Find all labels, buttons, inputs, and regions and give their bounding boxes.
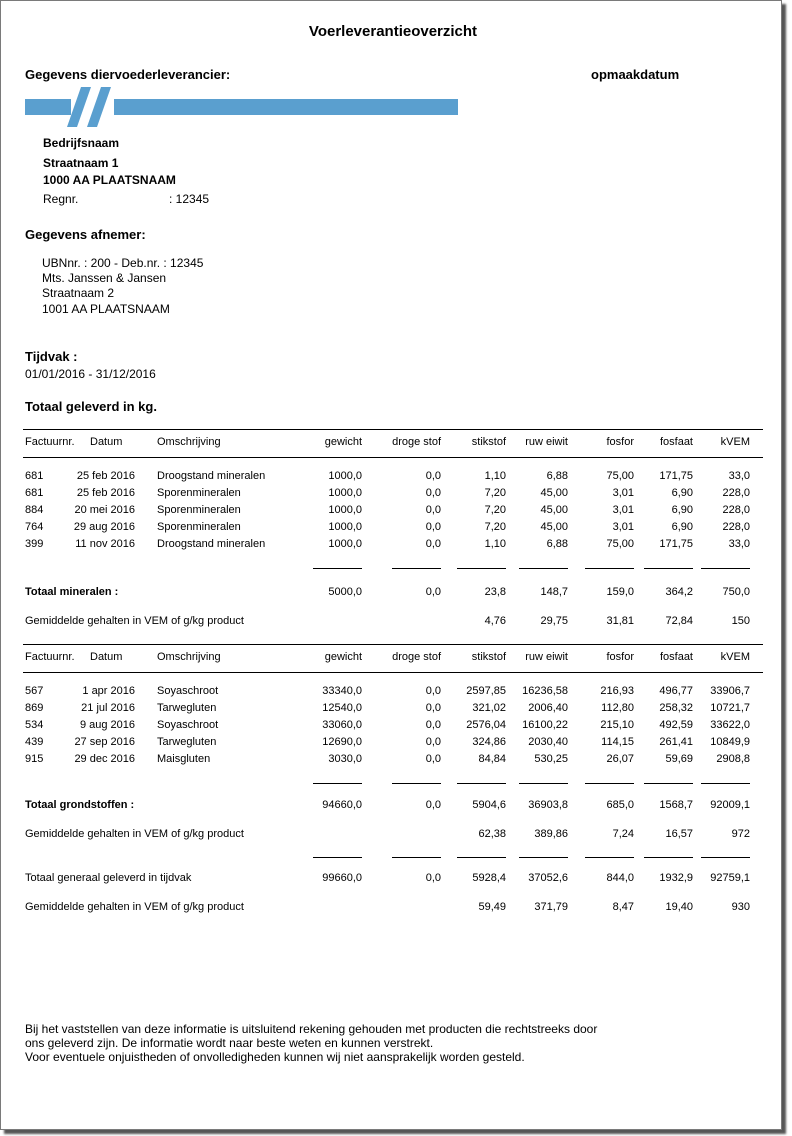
logo-bar-right: [114, 99, 458, 115]
table-row: [1, 736, 785, 752]
cell-omschrijving: Maisgluten: [157, 753, 211, 765]
cell-datum: 25 feb 2016: [76, 470, 135, 482]
col-datum: Datum: [90, 436, 123, 448]
col-fosfor: fosfor: [606, 651, 634, 663]
cell-droge-stof: 0,0: [425, 487, 441, 499]
disclaimer-line-2: ons geleverd zijn. De informatie wordt naar beste weten en kunnen verstrekt.: [25, 1036, 434, 1050]
cell-kvem: 228,0: [722, 521, 750, 533]
cell-ruw-eiwit: 2006,40: [528, 702, 568, 714]
subtotal-row: [1, 586, 785, 602]
grand-average-label: Gemiddelde gehalten in VEM of g/kg product: [25, 901, 244, 913]
logo-slash-icon: [67, 87, 119, 127]
cell-fosfor: 114,15: [601, 736, 634, 748]
table-row: [1, 719, 785, 735]
cell-fosfor: 75,00: [606, 470, 634, 482]
cell-omschrijving: Droogstand mineralen: [157, 538, 266, 550]
cell-droge-stof: 0,0: [425, 586, 441, 598]
col-omschrijving: Omschrijving: [157, 436, 221, 448]
grand-average-row: [1, 901, 785, 917]
cell-kvem: 228,0: [722, 487, 750, 499]
col-kvem: kVEM: [720, 651, 750, 663]
cell-fosfor: 216,93: [600, 685, 634, 697]
cell-kvem: 972: [731, 828, 750, 840]
table-header: [1, 651, 785, 667]
cell-droge-stof: 0,0: [425, 504, 441, 516]
col-gewicht: gewicht: [324, 436, 362, 448]
cell-gewicht: 33060,0: [322, 719, 362, 731]
cell-factuurnr: 567: [25, 685, 44, 697]
cell-fosfaat: 6,90: [671, 521, 693, 533]
cell-factuurnr: 681: [25, 487, 44, 499]
cell-fosfor: 8,47: [612, 901, 634, 913]
cell-omschrijving: Tarwegluten: [157, 736, 217, 748]
cell-kvem: 150: [731, 615, 750, 627]
customer-name: Mts. Janssen & Jansen: [42, 271, 167, 285]
table-header: [1, 436, 785, 452]
cell-droge-stof: 0,0: [425, 872, 441, 884]
cell-datum: 27 sep 2016: [74, 736, 135, 748]
cell-factuurnr: 915: [25, 753, 44, 765]
cell-fosfor: 75,00: [606, 538, 634, 550]
cell-stikstof: 324,86: [472, 736, 506, 748]
cell-fosfaat: 16,57: [665, 828, 693, 840]
cell-fosfor: 3,01: [612, 487, 634, 499]
cell-fosfor: 7,24: [612, 828, 634, 840]
cell-ruw-eiwit: 389,86: [534, 828, 568, 840]
cell-ruw-eiwit: 6,88: [546, 538, 568, 550]
col-fosfaat: fosfaat: [659, 651, 693, 663]
subtotal-label: Totaal grondstoffen :: [25, 799, 135, 811]
cell-kvem: 228,0: [722, 504, 750, 516]
cell-factuurnr: 439: [25, 736, 44, 748]
cell-fosfaat: 171,75: [659, 470, 693, 482]
cell-fosfaat: 1568,7: [659, 799, 693, 811]
col-droge-stof: droge stof: [392, 436, 441, 448]
customer-street: Straatnaam 2: [42, 286, 115, 300]
cell-fosfaat: 6,90: [671, 487, 693, 499]
customer-heading: Gegevens afnemer:: [25, 227, 146, 242]
cell-stikstof: 4,76: [484, 615, 506, 627]
cell-droge-stof: 0,0: [425, 702, 441, 714]
cell-fosfor: 112,80: [601, 702, 634, 714]
cell-fosfaat: 492,59: [659, 719, 693, 731]
cell-kvem: 33,0: [728, 470, 750, 482]
cell-droge-stof: 0,0: [425, 736, 441, 748]
cell-kvem: 92009,1: [710, 799, 750, 811]
cell-ruw-eiwit: 45,00: [540, 504, 568, 516]
cell-stikstof: 23,8: [484, 586, 506, 598]
cell-droge-stof: 0,0: [425, 753, 441, 765]
cell-factuurnr: 884: [25, 504, 44, 516]
supplier-heading: Gegevens diervoederleverancier:: [25, 67, 231, 82]
col-omschrijving: Omschrijving: [157, 651, 221, 663]
cell-datum: 25 feb 2016: [76, 487, 135, 499]
col-droge-stof: droge stof: [392, 651, 441, 663]
cell-kvem: 930: [731, 901, 750, 913]
grand-total-row: [1, 872, 785, 888]
cell-gewicht: 94660,0: [322, 799, 362, 811]
cell-omschrijving: Sporenmineralen: [157, 521, 241, 533]
customer-ids: UBNnr. : 200 - Deb.nr. : 12345: [42, 256, 204, 270]
average-label: Gemiddelde gehalten in VEM of g/kg product: [25, 615, 244, 627]
cell-ruw-eiwit: 37052,6: [528, 872, 568, 884]
col-datum: Datum: [90, 651, 123, 663]
cell-stikstof: 7,20: [484, 504, 506, 516]
cell-stikstof: 7,20: [484, 521, 506, 533]
report-title: Voerleverantieoverzicht: [308, 23, 478, 40]
cell-omschrijving: Sporenmineralen: [157, 487, 241, 499]
logo-bar-left: [25, 99, 71, 115]
grand-total-label: Totaal generaal geleverd in tijdvak: [25, 872, 192, 884]
cell-droge-stof: 0,0: [425, 685, 441, 697]
cell-gewicht: 5000,0: [328, 586, 362, 598]
cell-ruw-eiwit: 6,88: [546, 470, 568, 482]
cell-gewicht: 3030,0: [328, 753, 362, 765]
col-ruw-eiwit: ruw eiwit: [525, 436, 568, 448]
cell-fosfor: 26,07: [606, 753, 634, 765]
average-row: [1, 828, 785, 844]
cell-gewicht: 1000,0: [328, 504, 362, 516]
cell-factuurnr: 764: [25, 521, 44, 533]
table-row: [1, 702, 785, 718]
table-row: [1, 487, 785, 503]
cell-fosfor: 844,0: [606, 872, 634, 884]
supplier-city: 1000 AA PLAATSNAAM: [43, 173, 176, 187]
cell-droge-stof: 0,0: [425, 799, 441, 811]
cell-gewicht: 1000,0: [328, 521, 362, 533]
cell-omschrijving: Soyaschroot: [157, 719, 219, 731]
cell-kvem: 2908,8: [716, 753, 750, 765]
disclaimer-line-3: Voor eventuele onjuistheden of onvolledigheden kunnen wij niet aansprakelijk worden gesteld.: [25, 1050, 525, 1064]
cell-factuurnr: 681: [25, 470, 44, 482]
cell-kvem: 750,0: [722, 586, 750, 598]
supplier-company: Bedrijfsnaam: [43, 136, 120, 150]
cell-fosfaat: 6,90: [671, 504, 693, 516]
cell-fosfaat: 72,84: [665, 615, 693, 627]
cell-ruw-eiwit: 16100,22: [522, 719, 568, 731]
table-row: [1, 685, 785, 701]
cell-datum: 1 apr 2016: [82, 685, 135, 697]
cell-stikstof: 1,10: [484, 470, 506, 482]
cell-fosfor: 31,81: [606, 615, 634, 627]
table-top-rule: [23, 644, 763, 645]
supplier-reg-value: : 12345: [169, 192, 210, 206]
cell-ruw-eiwit: 16236,58: [522, 685, 568, 697]
cell-stikstof: 5904,6: [472, 799, 506, 811]
cell-datum: 21 jul 2016: [81, 702, 135, 714]
cell-datum: 9 aug 2016: [79, 719, 135, 731]
cell-fosfor: 685,0: [606, 799, 634, 811]
cell-stikstof: 2597,85: [466, 685, 506, 697]
cell-fosfaat: 1932,9: [659, 872, 693, 884]
cell-stikstof: 59,49: [478, 901, 506, 913]
cell-gewicht: 12540,0: [322, 702, 362, 714]
cell-kvem: 92759,1: [710, 872, 750, 884]
table-header-rule: [23, 457, 763, 458]
cell-fosfor: 215,10: [600, 719, 634, 731]
cell-datum: 29 dec 2016: [74, 753, 135, 765]
cell-stikstof: 2576,04: [466, 719, 506, 731]
cell-stikstof: 62,38: [478, 828, 506, 840]
cell-kvem: 33906,7: [710, 685, 750, 697]
table-row: [1, 470, 785, 486]
cell-stikstof: 1,10: [484, 538, 506, 550]
table-top-rule: [23, 429, 763, 430]
cell-droge-stof: 0,0: [425, 538, 441, 550]
cell-datum: 29 aug 2016: [73, 521, 135, 533]
col-factuurnr: Factuurnr.: [25, 651, 75, 663]
cell-fosfaat: 261,41: [659, 736, 693, 748]
cell-kvem: 10849,9: [710, 736, 750, 748]
cell-fosfor: 3,01: [612, 504, 634, 516]
table-row: [1, 753, 785, 769]
cell-datum: 11 nov 2016: [75, 538, 135, 550]
period-value: 01/01/2016 - 31/12/2016: [25, 367, 156, 381]
cell-gewicht: 99660,0: [322, 872, 362, 884]
cell-droge-stof: 0,0: [425, 521, 441, 533]
cell-factuurnr: 534: [25, 719, 44, 731]
cell-ruw-eiwit: 45,00: [540, 487, 568, 499]
table-header-rule: [23, 672, 763, 673]
cell-fosfaat: 364,2: [665, 586, 693, 598]
cell-gewicht: 1000,0: [328, 538, 362, 550]
cell-gewicht: 1000,0: [328, 487, 362, 499]
col-gewicht: gewicht: [324, 651, 362, 663]
cell-omschrijving: Droogstand mineralen: [157, 470, 266, 482]
supplier-reg-label: Regnr.: [43, 192, 79, 206]
cell-omschrijving: Sporenmineralen: [157, 504, 241, 516]
average-label: Gemiddelde gehalten in VEM of g/kg product: [25, 828, 244, 840]
cell-fosfaat: 258,32: [659, 702, 693, 714]
cell-fosfaat: 496,77: [659, 685, 693, 697]
col-factuurnr: Factuurnr.: [25, 436, 75, 448]
table-row: [1, 538, 785, 554]
col-stikstof: stikstof: [471, 436, 506, 448]
cell-gewicht: 1000,0: [328, 470, 362, 482]
cell-stikstof: 84,84: [478, 753, 506, 765]
customer-city: 1001 AA PLAATSNAAM: [42, 302, 170, 316]
cell-ruw-eiwit: 36903,8: [528, 799, 568, 811]
disclaimer-line-1: Bij het vaststellen van deze informatie is uitsluitend rekening gehouden met producten die rechtstreeks door: [25, 1022, 598, 1036]
cell-ruw-eiwit: 371,79: [534, 901, 568, 913]
cell-kvem: 10721,7: [710, 702, 750, 714]
cell-stikstof: 5928,4: [472, 872, 506, 884]
cell-factuurnr: 399: [25, 538, 44, 550]
col-stikstof: stikstof: [471, 651, 506, 663]
cell-gewicht: 33340,0: [322, 685, 362, 697]
cell-ruw-eiwit: 45,00: [540, 521, 568, 533]
cell-omschrijving: Tarwegluten: [157, 702, 217, 714]
cell-ruw-eiwit: 530,25: [534, 753, 568, 765]
cell-ruw-eiwit: 2030,40: [528, 736, 568, 748]
cell-fosfaat: 171,75: [659, 538, 693, 550]
period-label: Tijdvak :: [25, 349, 78, 364]
cell-fosfaat: 59,69: [665, 753, 693, 765]
cell-droge-stof: 0,0: [425, 470, 441, 482]
cell-omschrijving: Soyaschroot: [157, 685, 219, 697]
col-fosfaat: fosfaat: [659, 436, 693, 448]
cell-factuurnr: 869: [25, 702, 44, 714]
cell-kvem: 33622,0: [710, 719, 750, 731]
col-fosfor: fosfor: [606, 436, 634, 448]
col-kvem: kVEM: [720, 436, 750, 448]
cell-fosfaat: 19,40: [665, 901, 693, 913]
supplier-street: Straatnaam 1: [43, 156, 119, 170]
cell-gewicht: 12690,0: [322, 736, 362, 748]
average-row: [1, 615, 785, 631]
subtotal-label: Totaal mineralen :: [25, 586, 119, 598]
table-row: [1, 504, 785, 520]
cell-datum: 20 mei 2016: [74, 504, 135, 516]
cell-stikstof: 321,02: [472, 702, 506, 714]
total-heading: Totaal geleverd in kg.: [25, 399, 157, 414]
table-row: [1, 521, 785, 537]
cell-droge-stof: 0,0: [425, 719, 441, 731]
cell-ruw-eiwit: 148,7: [540, 586, 568, 598]
col-ruw-eiwit: ruw eiwit: [525, 651, 568, 663]
cell-ruw-eiwit: 29,75: [540, 615, 568, 627]
cell-fosfor: 159,0: [606, 586, 634, 598]
cell-kvem: 33,0: [728, 538, 750, 550]
cell-fosfor: 3,01: [612, 521, 634, 533]
cell-stikstof: 7,20: [484, 487, 506, 499]
subtotal-row: [1, 799, 785, 815]
date-label: opmaakdatum: [591, 67, 680, 82]
